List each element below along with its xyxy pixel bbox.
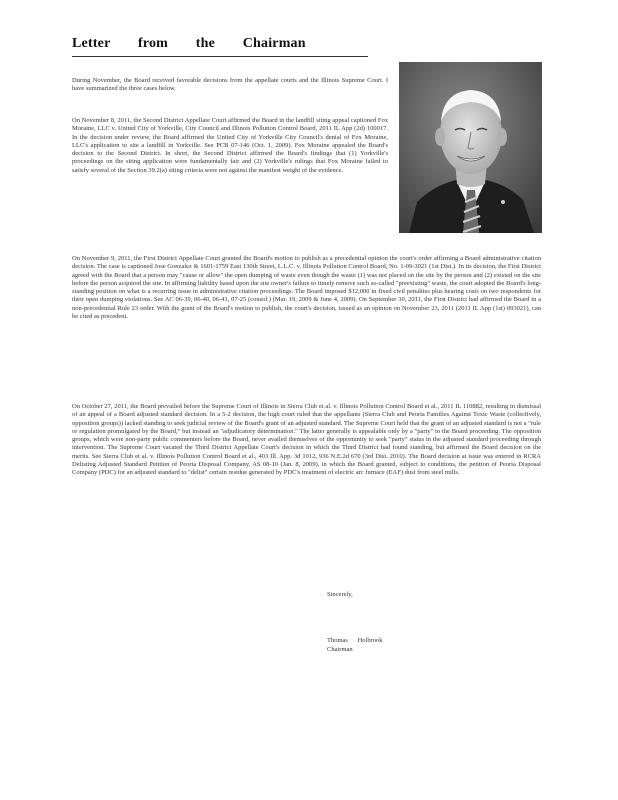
closing-salutation: Sincerely, — [327, 591, 353, 598]
fox-moraine-paragraph: On November 8, 2011, the Second District Appellate Court affirmed the Board in the landfill siting appeal captioned Fox Moraine, LLC v. United City of Yorkville, City Council and Illinois Pollution Control Board, 2011 IL App (2d) 100017. In the decision under review, the Board affirmed the United City of Yorkville City Council's denial of Fox Moraine, LLC's application to site a landfill in Yorkville. See PCB 07-146 (Oct. 1, 2009). Fox Moraine appealed the Board's decision to the Second District. In short, the Second District affirmed the Board's findings that (1) Yorkville's proceedings on the siting application were fundamentally fair and (2) Yorkville's rulings that Fox Moraine failed to satisfy several of the Section 39.2(a) siting criteria were not against the manifest weight of the evidence. — [72, 117, 388, 174]
letter-title: Letter from the Chairman — [72, 36, 368, 57]
intro-paragraph: During November, the Board received favorable decisions from the appellate courts and the Illinois Supreme Court. I have summarized the three cases below. — [72, 77, 388, 93]
chairman-portrait — [399, 62, 542, 233]
sierra-club-paragraph: On October 27, 2011, the Board prevailed before the Supreme Court of Illinois in Sierra Club et al. v. Illinois Pollution Control Board et al., 2011 IL 110882, resulting in dismissal of an appeal of a Board adjusted standard decision. In a 5-2 decision, the high court ruled that the appellants (Sierra Club and Peoria Families Against Toxic Waste (collectively, opposition groups)) lacked standing to seek judicial review of the Board's grant of an adjusted standard. The Supreme Court held that the grant of an adjusted standard is not a "rule or regulation promulgated by the Board," but instead an "adjudicatory determination." The latter generally is appealable only by a "party" to the Board proceeding. The opposition groups, which were non-party public commenters before the Board, never availed themselves of the opportunity to seek "party" status in the adjusted standard proceeding through intervention. The Supreme Court vacated the Third District Appellate Court's decision in which the Third District had found standing, but affirmed the Board decision on the merits. See Sierra Club et al. v. Illinois Pollution Control Board et al., 403 Ill. App. 3d 1012, 936 N.E.2d 670 (3rd Dist. 2010). The Board decision at issue was entered in RCRA Delisting Adjusted Standard Petition of Peoria Disposal Company, AS 08-10 (Jan. 8, 2009), in which the Board granted, subject to conditions, the petition of Peoria Disposal Company (PDC) for an adjusted standard to "delist" certain residue generated by PDC's treatment of electric arc furnace (EAF) dust from steel mills. — [72, 403, 541, 477]
portrait-image — [399, 62, 542, 233]
signature-name: Thomas Holbrook — [327, 637, 383, 644]
gonzalez-paragraph: On November 9, 2011, the First District Appellate Court granted the Board's motion to publish as a precedential opinion the court's order affirming a Board administrative citation decision. The case is captioned Jose Gonzalez & 1601-1759 East 130th Street, L.L.C. v. Illinois Pollution Control Board, No. 1-09-3021 (1st Dist.). In its decision, the First District agreed with the Board that a person may "cause or allow" the open dumping of waste even though the waste (1) was not placed on the site by the person and (2) existed on the site before the person acquired the site. In affirming liability based upon the site owner's failure to timely remove such so-called "preexisting" waste, the court adopted the Board's long-standing position on what is a recurring issue in administrative citation proceedings. The Board imposed $12,000 in fixed civil penalties plus hearing costs on two respondents for their open dumping violations. See AC 06-39, 06-40, 06-41, 07-25 (consol.) (Mar. 19, 2009 & June 4, 2009). On September 30, 2011, the First District had affirmed the Board in a non-precedential Rule 23 order. With the grant of the Board's motion to publish, the court's decision, issued as an opinion on November 23, 2011 (2011 IL App (1st) 093021), can be cited as precedent. — [72, 255, 541, 321]
signature-title: Chairman — [327, 646, 353, 653]
